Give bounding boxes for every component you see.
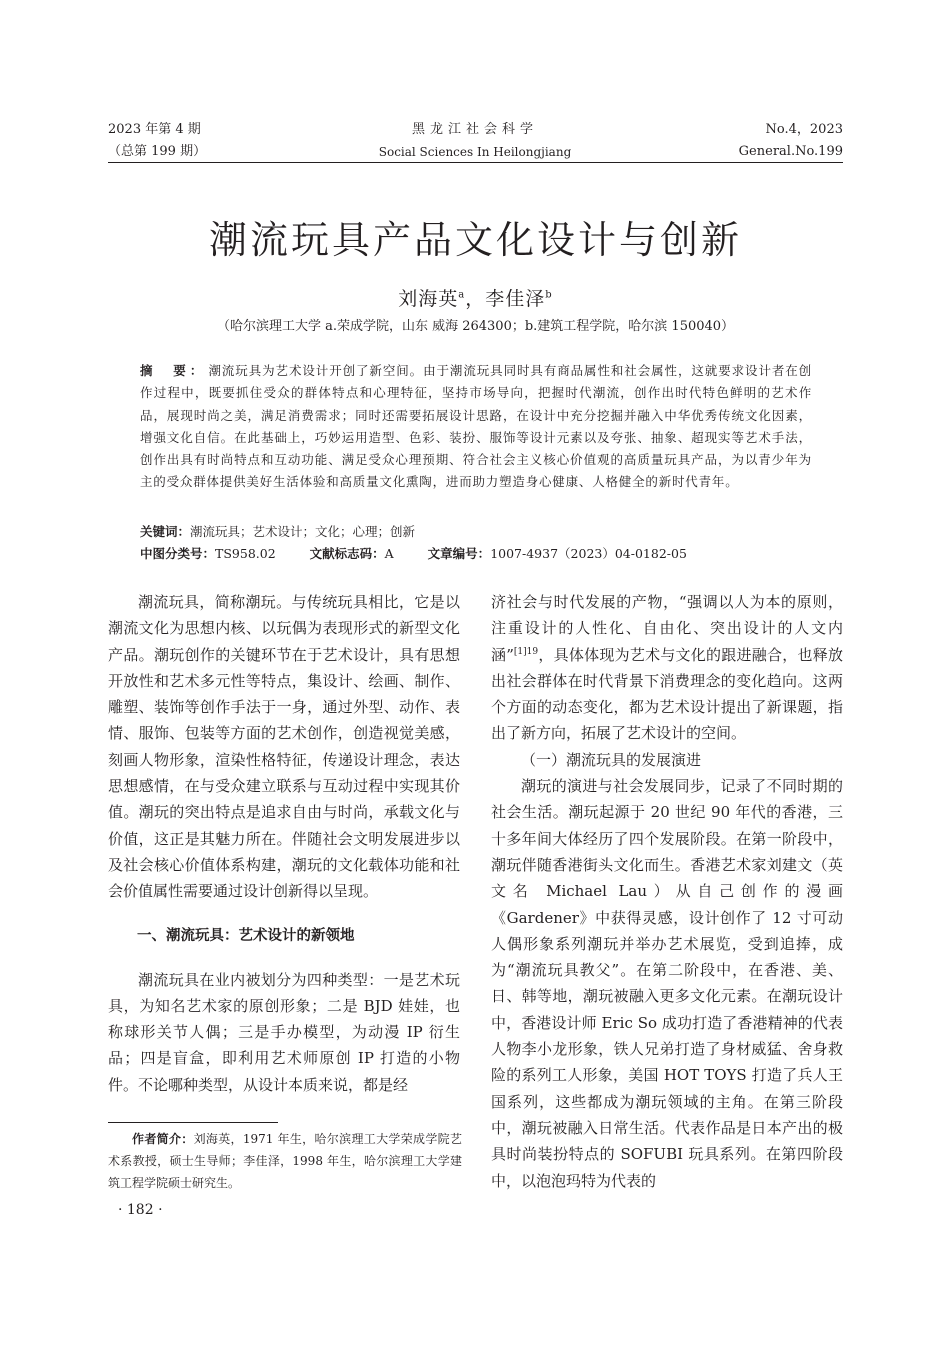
body-paragraph: 潮玩的演进与社会发展同步，记录了不同时期的社会生活。潮玩起源于 20 世纪 90 年代的香港，三十多年间大体经历了四个发展阶段。在第一阶段中，潮玩伴随香港街头文化而生。香港艺术家刘建文（英文名 Michael Lau）从自己创作的漫画《Gardener》中获得灵感，设计创作了 12 寸可动人偶形象系列潮玩并举办艺术展览，受到追捧，成为“潮流玩具教父”。在第二阶段中，在香港、美、日、韩等地，潮玩被融入更多文化元素。在潮玩设计中，香港设计师 Eric So 成功打造了香港精神的代表人物李小龙形象，铁人兄弟打造了身材威猛、舍身救险的系列工人形象，美国 HOT TOYS 打造了兵人王国系列，这些都成为潮玩领域的主角。在第三阶段中，潮玩被融入日常生活。代表作品是日本产出的极具时尚装扮特点的 SOFUBI 玩具系列。在第四阶段中，以泡泡玛特为代表的 bbox=[491, 777, 843, 1190]
footnote-label: 作者简介： bbox=[132, 1132, 194, 1146]
article-title: 潮流玩具产品文化设计与创新 bbox=[208, 218, 742, 262]
body-paragraph: 潮流玩具，简称潮玩。与传统玩具相比，它是以潮流文化为思想内核、以玩偶为表现形式的新型文化产品。潮玩创作的关键环节在于艺术设计，具有思想开放性和艺术多元性等特点，集设计、绘画、制作、雕塑、装饰等创作手法于一身，通过外型、动作、表情、服饰、包装等方面的艺术创作，创造视觉美感，刻画人物形象，渲染性格特征，传递设计理念，表达思想感情，在与受众建立联系与互动过程中实现其价值。潮玩的突出特点是追求自由与时尚，承载文化与价值，这正是其魅力所在。伴随社会文明发展进步以及社会核心价值体系构建，潮玩的文化载体功能和社会价值属性需要通过设计创新得以呈现。 bbox=[108, 593, 460, 901]
article-no-label: 文章编号： bbox=[427, 546, 491, 561]
header-rule bbox=[108, 162, 843, 163]
abstract bbox=[140, 360, 812, 494]
doc-code-label: 文献标志码： bbox=[309, 546, 385, 561]
abstract-text: 潮流玩具为艺术设计开创了新空间。由于潮流玩具同时具有商品属性和社会属性，这就要求设计者在创作过程中，既要抓住受众的群体特点和心理特征，坚持市场导向，把握时代潮流，创作出时代特色鲜明的艺术作品，展现时尚之美，满足消费需求；同时还需要拓展设计思路，在设计中充分挖掘并融入中华优秀传统文化因素，增强文化自信。在此基础上，巧妙运用造型、色彩、装扮、服饰等设计元素以及夸张、抽象、超现实等艺术手法，创作出具有时尚特点和互动功能、满足受众心理预期、符合社会主义核心价值观的高质量玩具产品，为以青少年为主的受众群体提供美好生活体验和高质量文化熏陶，进而助力塑造身心健康、人格健全的新时代青年。 bbox=[140, 363, 812, 490]
clc-item bbox=[140, 543, 276, 565]
body-paragraph bbox=[491, 589, 843, 747]
general-no-label: General.No.199 bbox=[738, 144, 843, 159]
author-2: 李佳泽 bbox=[485, 288, 546, 310]
paragraph-text: 济社会与时代发展的产物，“强调以人为本的原则，注重设计的人性化、自由化、突出设计的人文内涵” bbox=[491, 593, 843, 664]
keywords-text: 潮流玩具；艺术设计；文化；心理；创新 bbox=[190, 524, 416, 539]
footnote-text: 刘海英，1971 年生，哈尔滨理工大学荣成学院艺术系教授，硕士生导师；李佳泽，1998 年生，哈尔滨理工大学建筑工程学院硕士研究生。 bbox=[108, 1132, 462, 1190]
page-number: · 182 · bbox=[118, 1202, 163, 1218]
affiliation: （哈尔滨理工大学 a.荣成学院，山东 威海 264300；b.建筑工程学院，哈尔滨 150040） bbox=[216, 319, 735, 334]
header-right bbox=[640, 119, 843, 163]
body-column-left bbox=[108, 589, 460, 1098]
subsection-heading: （一）潮流玩具的发展演进 bbox=[521, 750, 702, 769]
journal-name-cn: 黑龙江社会科学 bbox=[411, 122, 538, 137]
section-heading: 一、潮流玩具：艺术设计的新领地 bbox=[137, 927, 355, 944]
body-paragraph: 潮流玩具在业内被划分为四种类型：一是艺术玩具，为知名艺术家的原创形象；二是 BJD 娃娃，也称球形关节人偶；三是手办模型，为动漫 IP 衍生品；四是盲盒，即利用艺术师原创 IP 打造的小物件。不论哪种类型，从设计本质来说，都是经 bbox=[108, 970, 460, 1094]
author-2-mark: b bbox=[545, 289, 553, 301]
issue-en-label: No.4，2023 bbox=[765, 122, 843, 137]
author-line bbox=[108, 285, 843, 313]
doc-code-value: A bbox=[384, 546, 394, 561]
author-1-mark: a bbox=[458, 289, 466, 301]
abstract-label: 摘 要： bbox=[140, 363, 207, 378]
header-left bbox=[108, 119, 308, 163]
keywords-line bbox=[140, 521, 812, 543]
issue-label: 2023 年第 4 期 bbox=[108, 122, 201, 137]
footnote-rule bbox=[108, 1122, 278, 1123]
journal-name-en: Social Sciences In Heilongjiang bbox=[378, 145, 572, 159]
classification-line bbox=[140, 543, 812, 565]
author-separator: ， bbox=[465, 288, 486, 310]
clc-value: TS958.02 bbox=[215, 546, 276, 561]
citation-mark: [1]19 bbox=[513, 646, 539, 657]
doc-code-item bbox=[310, 543, 394, 565]
clc-label: 中图分类号： bbox=[140, 546, 216, 561]
author-footnote bbox=[108, 1128, 462, 1194]
total-issue-label: （总第 199 期） bbox=[108, 144, 207, 159]
body-column-right bbox=[491, 589, 843, 1194]
article-no-value: 1007-4937（2023）04-0182-05 bbox=[490, 546, 687, 561]
article-no-item bbox=[428, 543, 687, 565]
header-center bbox=[330, 119, 620, 163]
author-1: 刘海英 bbox=[398, 288, 459, 310]
paragraph-text: ，具体体现为艺术与文化的跟进融合，也释放出社会群体在时代背景下消费理念的变化趋向。这两个方面的动态变化，都为艺术设计提出了新课题，指出了新方向，拓展了艺术设计的空间。 bbox=[491, 645, 843, 743]
keywords-label: 关键词： bbox=[140, 524, 191, 539]
